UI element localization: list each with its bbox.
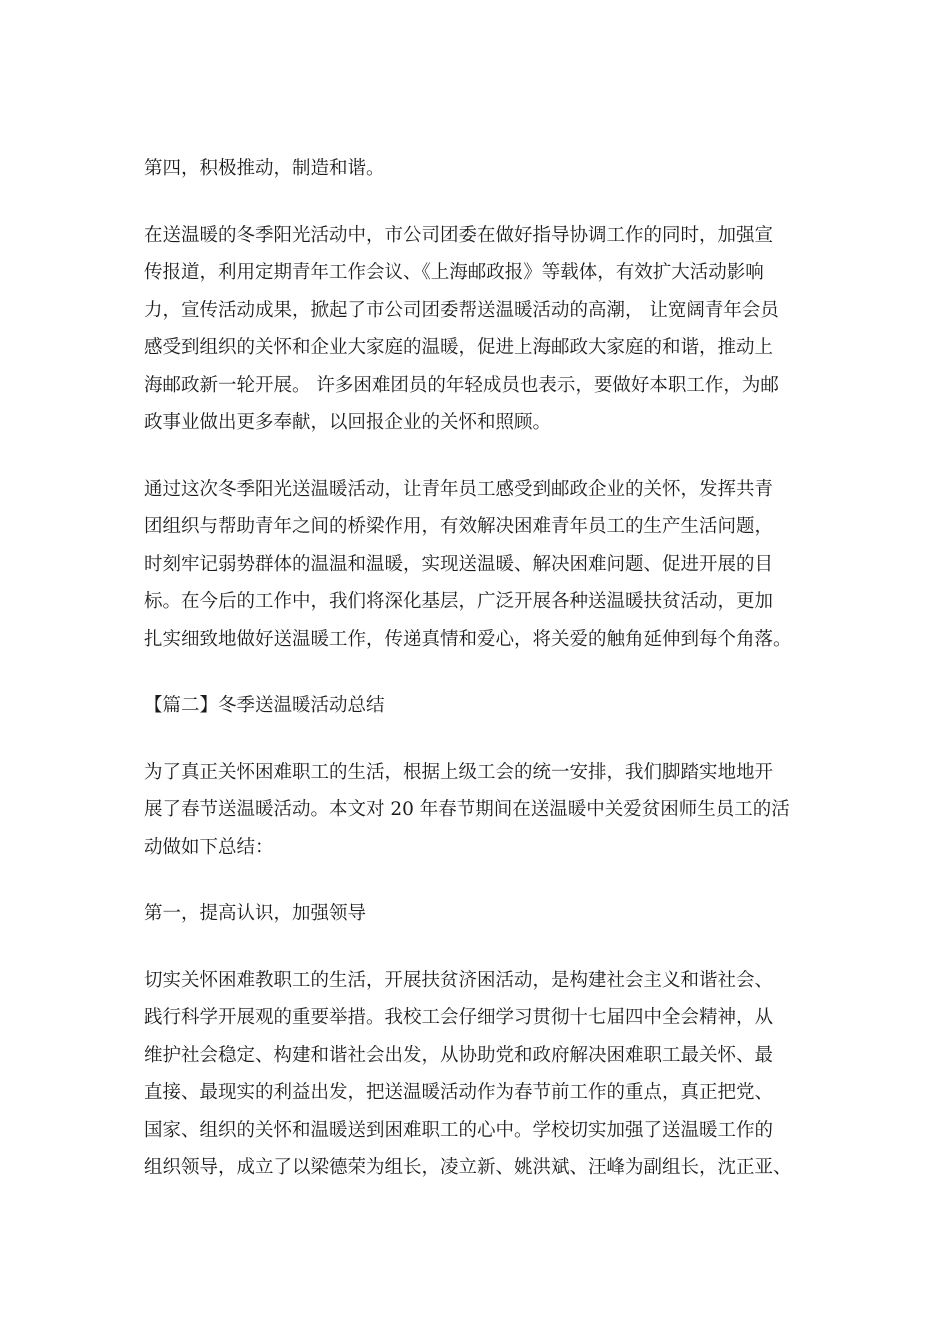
text-line: 时刻牢记弱势群体的温温和温暖，实现送温暖、解决困难问题、促进开展的目 <box>144 553 774 575</box>
paragraph-leadership <box>144 962 810 1187</box>
document-body <box>144 150 810 1216</box>
text-line: 直接、最现实的利益出发，把送温暖活动作为春节前工作的重点，真正把党、 <box>144 1082 774 1103</box>
text-line: 感受到组织的关怀和企业大家庭的温暖，促进上海邮政大家庭的和谐，推动上 <box>144 337 774 358</box>
text-line: 维护社会稳定、构建和谐社会出发，从协助党和政府解决困难职工最关怀、最 <box>144 1044 774 1066</box>
text-line: 践行科学开展观的重要举措。我校工会仔细学习贯彻十七届四中全会精神，从 <box>144 1007 774 1028</box>
text-line: 切实关怀困难教职工的生活，开展扶贫济困活动，是构建社会主义和谐社会、 <box>144 969 774 991</box>
text-line: 第四，积极推动，制造和谐。 <box>144 158 385 179</box>
text-line: 【篇二】冬季送温暖活动总结 <box>144 695 385 716</box>
text-line: 动做如下总结： <box>144 836 274 858</box>
text-line: 通过这次冬季阳光送温暖活动，让青年员工感受到邮政企业的关怀，发挥共青 <box>144 478 774 500</box>
paragraph-introduction <box>144 754 810 867</box>
text-line: 国家、组织的关怀和温暖送到困难职工的心中。学校切实加强了送温暖工作的 <box>144 1119 774 1141</box>
section-heading-fourth <box>144 150 810 188</box>
text-line: 团组织与帮助青年之间的桥梁作用，有效解决困难青年员工的生产生活问题， <box>144 516 774 537</box>
text-line: 组织领导，成立了以梁德荣为组长，凌立新、姚洪斌、汪峰为副组长，沈正亚、 <box>144 1157 792 1178</box>
text-line: 政事业做出更多奉献，以回报企业的关怀和照顾。 <box>144 412 552 433</box>
article-two-title <box>144 687 810 725</box>
text-line: 在送温暖的冬季阳光活动中，市公司团委在做好指导协调工作的同时，加强宣 <box>144 224 774 246</box>
text-line: 为了真正关怀困难职工的生活，根据上级工会的统一安排，我们脚踏实地地开 <box>144 761 774 783</box>
paragraph-publicity <box>144 217 810 442</box>
text-line: 扎实细致地做好送温暖工作，传递真情和爱心，将关爱的触角延伸到每个角落。 <box>144 628 792 650</box>
text-line: 第一，提高认识，加强领导 <box>144 903 367 924</box>
text-line: 力，宣传活动成果，掀起了市公司团委帮送温暖活动的高潮， 让宽阔青年会员 <box>144 299 779 321</box>
text-line: 海邮政新一轮开展。 许多困难团员的年轻成员也表示，要做好本职工作，为邮 <box>144 374 779 396</box>
text-line: 展了春节送温暖活动。本文对 20 年春节期间在送温暖中关爱贫困师生员工的活 <box>144 799 790 820</box>
paragraph-conclusion <box>144 471 810 659</box>
section-heading-first <box>144 895 810 933</box>
text-line: 传报道，利用定期青年工作会议、《上海邮政报》等载体，有效扩大活动影响 <box>144 262 764 283</box>
text-line: 标。在今后的工作中，我们将深化基层，广泛开展各种送温暖扶贫活动，更加 <box>144 591 774 612</box>
